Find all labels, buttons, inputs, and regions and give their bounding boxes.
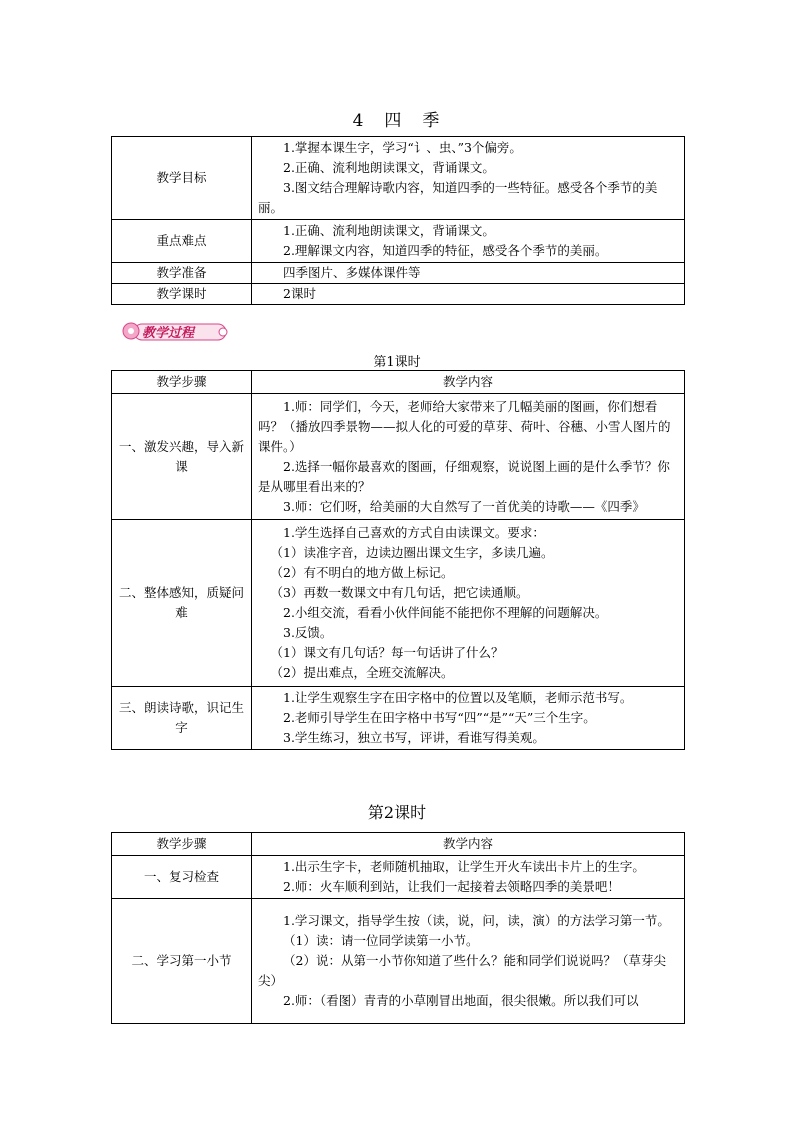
content-line: （1）课文有几句话？每一句话讲了什么？	[270, 645, 504, 660]
table-row	[112, 899, 685, 1024]
row-label: 重点难点	[112, 220, 252, 263]
row-content	[252, 520, 685, 687]
header-step: 教学步骤	[112, 833, 252, 856]
content-line: 1.学习课文，指导学生按（读，说，问，读，演）的方法学习第一节。	[283, 913, 670, 928]
header-content: 教学内容	[252, 371, 685, 394]
content-line: 1.让学生观察生字在田字格中的位置以及笔顺，老师示范书写。	[283, 690, 633, 705]
content-line: 2.正确、流利地朗读课文，背诵课文。	[283, 160, 495, 175]
banner-text: 教学过程	[142, 326, 195, 341]
lesson2-table	[111, 832, 685, 1024]
table-row	[112, 137, 685, 220]
row-content	[252, 284, 685, 305]
table-row	[112, 263, 685, 284]
row-label: 教学准备	[112, 263, 252, 284]
content-line: 3.学生练习，独立书写，评讲，看谁写得美观。	[283, 730, 545, 745]
content-line: 2.理解课文内容，知道四季的特征，感受各个季节的美丽。	[283, 243, 608, 258]
header-step: 教学步骤	[112, 371, 252, 394]
content-line: （1）读准字音，边读边圈出课文生字，多读几遍。	[270, 545, 554, 560]
banner-flower-center-icon	[128, 328, 134, 334]
teaching-process-banner	[120, 318, 232, 344]
content-line: 2.小组交流，看看小伙伴间能不能把你不理解的问题解决。	[283, 605, 608, 620]
content-line: 2课时	[283, 286, 316, 301]
info-table	[111, 136, 685, 305]
table-header-row	[112, 833, 685, 856]
content-line: 2.师：（看图）青青的小草刚冒出地面，很尖很嫩。所以我们可以	[283, 993, 639, 1008]
content-line: （3）再数一数课文中有几句话，把它读通顺。	[270, 585, 529, 600]
row-label: 二、整体感知，质疑问难	[112, 520, 252, 687]
row-content	[252, 137, 685, 220]
content-line: 2.师：火车顺利到站，让我们一起接着去领略四季的美景吧！	[283, 879, 620, 894]
content-line: 3.图文结合理解诗歌内容，知道四季的一些特征。感受各个季节的美丽。	[258, 180, 658, 215]
row-label: 一、复习检查	[112, 856, 252, 899]
row-label: 教学课时	[112, 284, 252, 305]
table-row	[112, 520, 685, 687]
content-line: 3.师：它们呀，给美丽的大自然写了一首优美的诗歌——《四季》	[283, 498, 645, 514]
content-line: 3.反馈。	[283, 625, 333, 640]
content-line: 1.正确、流利地朗读课文，背诵课文。	[283, 223, 495, 238]
row-label: 教学目标	[112, 137, 252, 220]
table-header-row	[112, 371, 685, 394]
content-line: 2.老师引导学生在田字格中书写“四”“是”“天”三个生字。	[283, 710, 596, 725]
page-title: 4 四 季	[352, 111, 442, 131]
table-row	[112, 687, 685, 750]
content-line: （2）有不明白的地方做上标记。	[270, 565, 454, 580]
content-line: 2.选择一幅你最喜欢的图画，仔细观察，说说图上画的是什么季节？你是从哪里看出来的？	[258, 458, 670, 494]
table-row	[112, 856, 685, 899]
content-line: （1）读：请一位同学读第一小节。	[283, 933, 479, 948]
row-content	[252, 263, 685, 284]
row-content	[252, 899, 685, 1024]
row-label: 三、朗读诗歌，识记生字	[112, 687, 252, 750]
row-content	[252, 220, 685, 263]
lesson1-title: 第1课时	[373, 355, 421, 370]
row-content	[252, 856, 685, 899]
row-label: 二、学习第一小节	[112, 899, 252, 1024]
content-line: 1.学生选择自己喜欢的方式自由读课文。要求：	[283, 525, 545, 540]
content-line: 1.师：同学们，今天，老师给大家带来了几幅美丽的图画，你们想看吗？（播放四季景物——拟人化的可爱的草芽、荷叶、谷穗、小雪人图片的课件。）	[258, 398, 671, 454]
row-content	[252, 394, 685, 520]
row-label: 一、激发兴趣，导入新课	[112, 394, 252, 520]
table-row	[112, 284, 685, 305]
table-row	[112, 394, 685, 520]
banner-dot-icon	[219, 328, 227, 336]
table-row	[112, 220, 685, 263]
content-line: 1.掌握本课生字，学习“讠、虫、”3个偏旁。	[283, 140, 522, 155]
lesson1-table	[111, 370, 685, 750]
content-line: 四季图片、多媒体课件等	[283, 265, 421, 280]
content-line: 1.出示生字卡，老师随机抽取，让学生开火车读出卡片上的生字。	[283, 859, 645, 874]
content-line: （2）说：从第一小节你知道了些什么？能和同学们说说吗？（草芽尖尖）	[258, 953, 666, 988]
lesson2-title: 第2课时	[367, 803, 427, 822]
row-content	[252, 687, 685, 750]
header-content: 教学内容	[252, 833, 685, 856]
content-line: （2）提出难点，全班交流解决。	[270, 665, 454, 680]
